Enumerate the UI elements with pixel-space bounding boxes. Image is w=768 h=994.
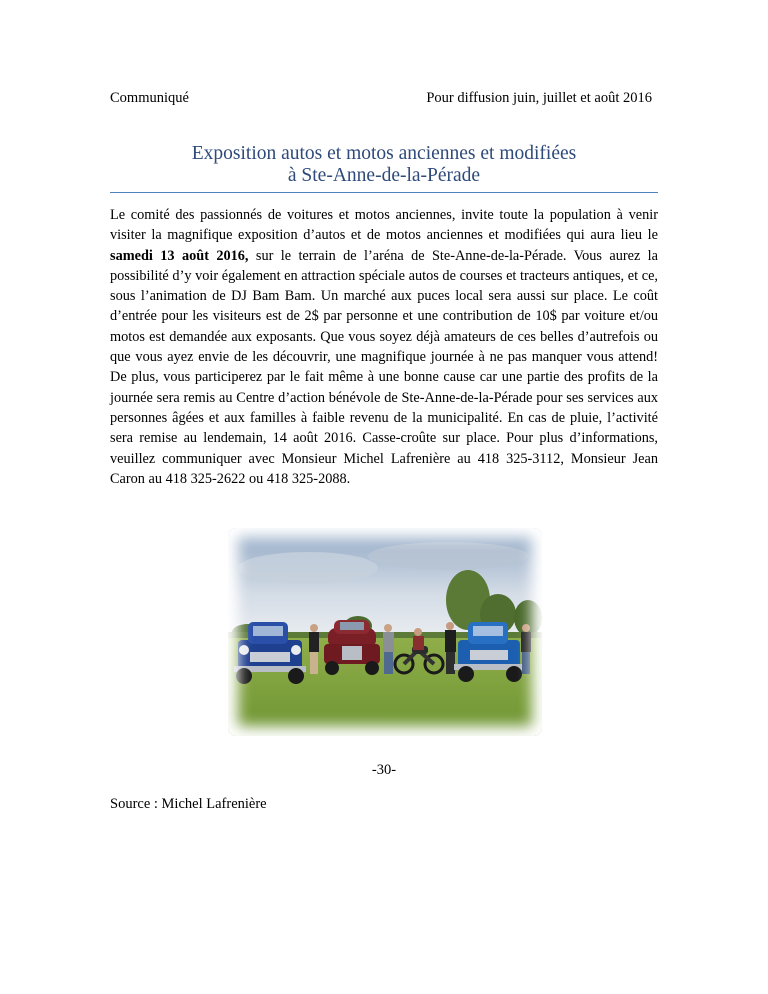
body-part-2: sur le terrain de l’aréna de Ste-Anne-de-la-Pérade. Vous aurez la possibilité d’y voir également en attraction spéciale autos de courses et tracteurs antiques, et ce, sous l’animation de DJ Bam Bam. Un marché aux puces local sera aussi sur place. Le coût d’entrée pour les visiteurs est de 2$ par personne et une contribution de 10$ par voiture et/ou motos est demandée aux exposants. Que vous soyez déjà amateurs de ces belles d’autrefois ou que vous ayez envie de les découvrir, une magnifique journée à ne pas manquer vous attend! De plus, vous participerez par le fait même à une bonne cause car une partie des profits de la journée sera remis au Centre d’action bénévole de Ste-Anne-de-la-Pérade pour ses services aux personnes âgées et aux familles à faible revenu de la municipalité. En cas de pluie, l’activité sera remise au lendemain, 14 août 2016. Casse-croûte sur place. Pour plus d’informations, veuillez communiquer avec Monsieur Michel Lafrenière au 418 325-3112, Monsieur Jean Caron au 418 325-2622 ou 418 325-2088.: [110, 247, 658, 487]
title-line-1: Exposition autos et motos anciennes et modifiées: [191, 143, 577, 164]
title-line-2: à Ste-Anne-de-la-Pérade: [287, 165, 481, 186]
body-part-1: Le comité des passionnés de voitures et motos anciennes, invite toute la population à venir visiter la magnifique exposition d’autos et de motos anciennes et modifiées qui aura lieu le: [110, 207, 658, 244]
body-paragraph: [110, 205, 658, 489]
title-divider: [110, 192, 658, 193]
body-bold-date: samedi 13 août 2016,: [110, 247, 249, 264]
header-diffusion: Pour diffusion juin, juillet et août 2016: [426, 90, 652, 106]
header-row: [110, 90, 652, 107]
event-photo: [228, 528, 542, 736]
photo-illustration: [228, 528, 542, 736]
source-credit: Source : Michel Lafrenière: [110, 796, 267, 812]
end-mark: -30-: [371, 762, 397, 778]
page-title: [110, 143, 658, 187]
header-communique: Communiqué: [110, 90, 189, 106]
